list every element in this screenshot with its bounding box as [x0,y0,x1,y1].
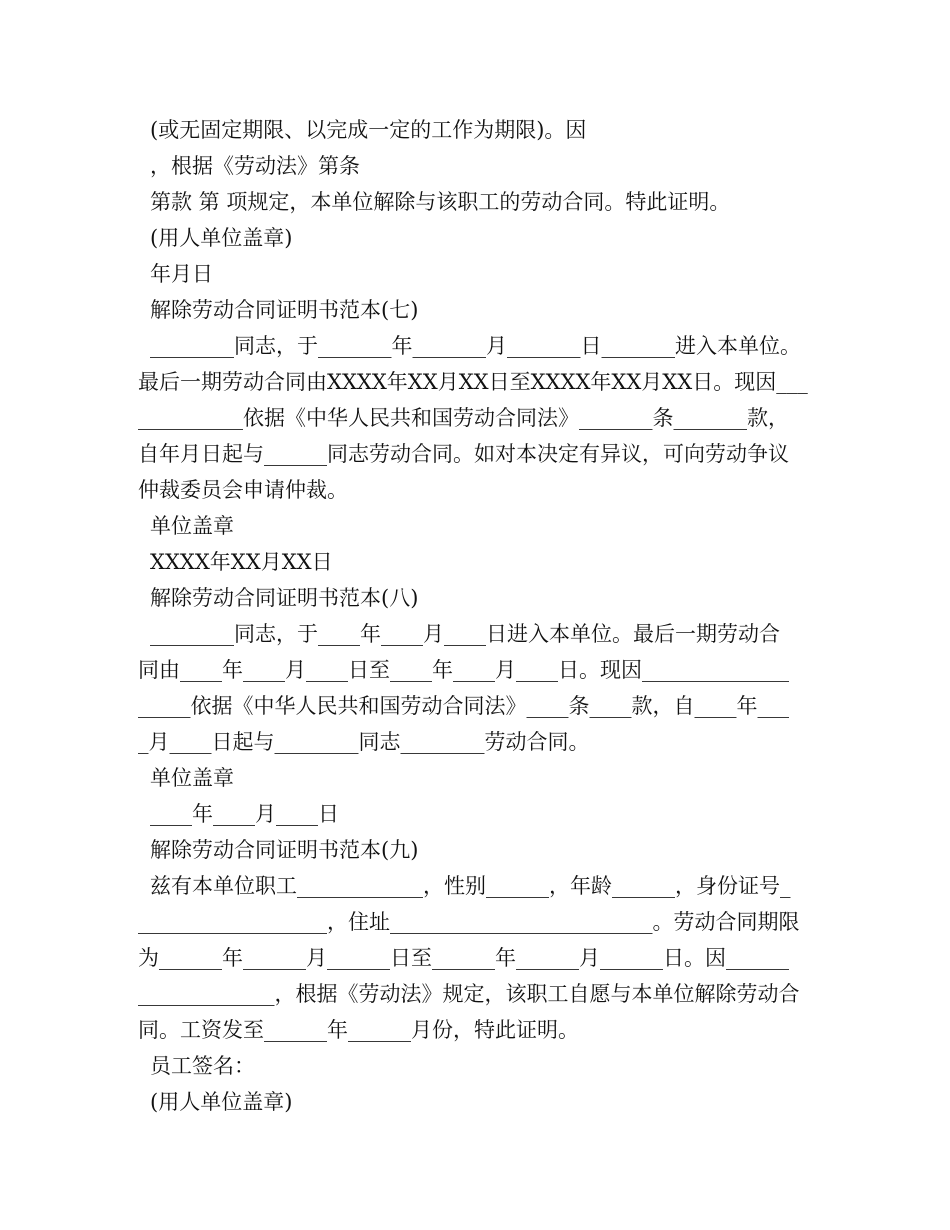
document-line: 兹有本单位职工____________，性别______，年龄______，身份证号_ [150,874,791,898]
document-line: __________________，住址_________________________。劳动合同期限 [138,910,800,934]
document-line: 解除劳动合同证明书范本(九) [150,838,419,862]
document-line: _____________，根据《劳动法》规定，该职工自愿与本单位解除劳动合 [138,982,800,1006]
document-line: 解除劳动合同证明书范本(八) [150,586,419,610]
document-line: 单位盖章 [150,766,234,790]
document-line: 同由____年____月____日至____年____月____日。现因______________ [138,658,789,682]
document-line: (用人单位盖章) [150,1090,293,1114]
document-line: 第款 第 项规定，本单位解除与该职工的劳动合同。特此证明。 [150,190,731,214]
document-line: 为______年______月______日至______年______月______日。因______ [138,946,789,970]
document-line: _月____日起与________同志________劳动合同。 [138,730,590,754]
document-line: XXXX年XX月XX日 [150,550,333,574]
document-line: ________同志，于____年____月____日进入本单位。最后一期劳动合 [150,622,780,646]
document-line: 员工签名： [150,1054,255,1078]
document-line: 解除劳动合同证明书范本(七) [150,298,419,322]
document-line: ________同志，于_______年_______月_______日_______进入本单位。 [150,334,801,358]
document-line: 自年月日起与______同志劳动合同。如对本决定有异议，可向劳动争议 [138,442,789,466]
document-line: _____依据《中华人民共和国劳动合同法》____条____款，自____年___ [138,694,789,718]
document-line: ，根据《劳动法》第条 [150,154,360,178]
document-line: (用人单位盖章) [150,226,293,250]
document-line: ____年____月____日 [150,802,339,826]
document-line: 仲裁委员会申请仲裁。 [138,478,348,502]
document-line: __________依据《中华人民共和国劳动合同法》_______条_______款， [138,406,789,430]
document-line: 年月日 [150,262,213,286]
document-line: (或无固定期限、以完成一定的工作为期限)。因 [150,118,587,142]
document-line: 单位盖章 [150,514,234,538]
document-body [138,112,828,1120]
document-line: 同。工资发至______年______月份，特此证明。 [138,1018,579,1042]
document-line: 最后一期劳动合同由XXXX年XX月XX日至XXXX年XX月XX日。现因___ [138,370,808,394]
